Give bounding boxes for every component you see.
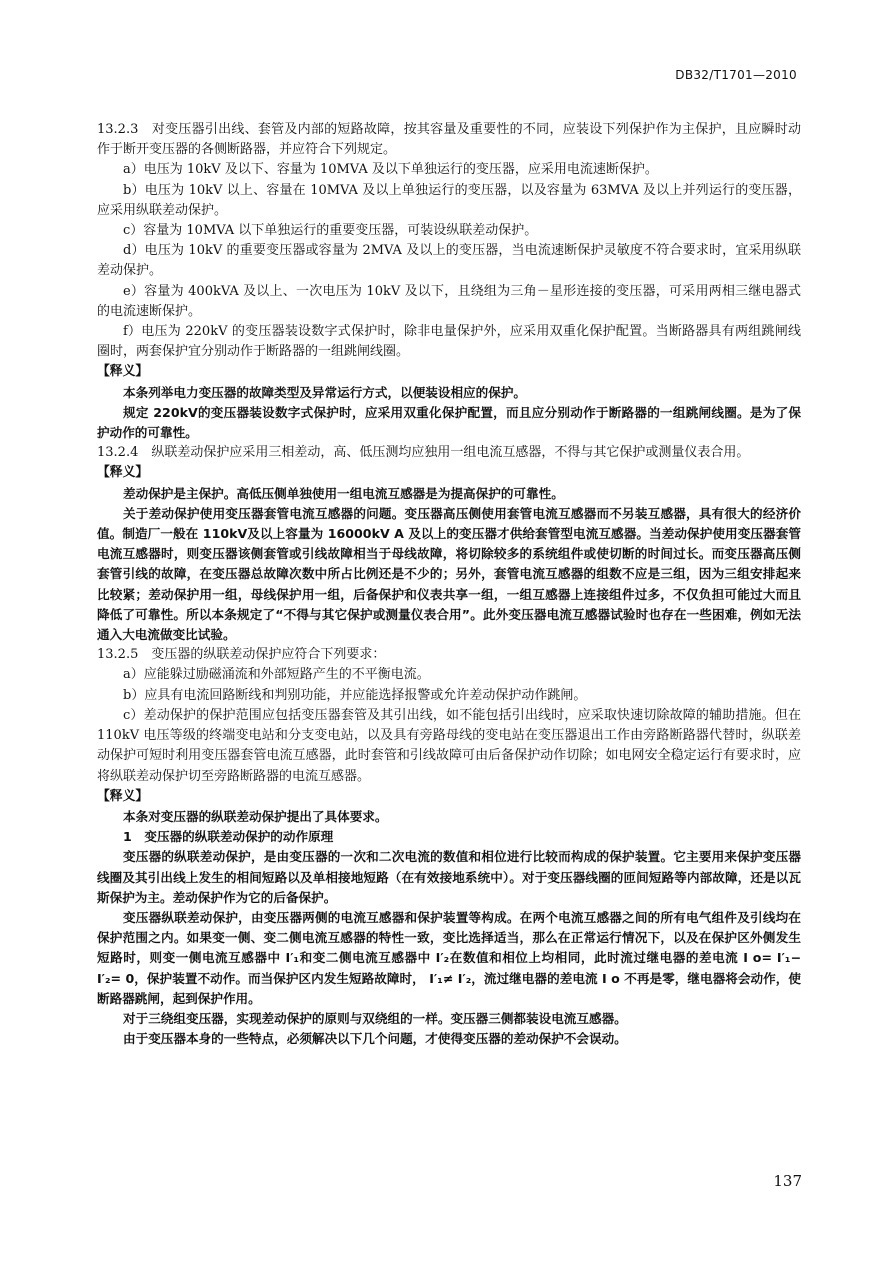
page-body: [97, 120, 801, 1049]
list-item-c: c）容量为 10MVA 以下单独运行的重要变压器，可装设纵联差动保护。: [123, 223, 538, 239]
list-item-c: c）差动保护的保护范围应包括变压器套管及其引出线，如不能包括引出线时，应采取快速切除故障的辅助措施。但在 110kV 电压等级的终端变电站和分支变电站，以及具有旁路母线的变电站在变压器退出工作由旁路断路器代替时，纵联差动保护可短时利用变压器套管电流互感器，此时套管和引线故障可由后备保护动作切除；如电网安全稳定运行有要求时，应将纵联差动保护切至旁路断路器的电流互感器。: [97, 707, 801, 784]
list-item-a: a）电压为 10kV 及以下、容量为 10MVA 及以下单独运行的变压器，应采用电流速断保护。: [123, 162, 658, 178]
document-code: DB32/T1701—2010: [675, 68, 797, 82]
interpretation-paragraph: 规定 220kV的变压器装设数字式保护时，应采用双重化保护配置，而且应分别动作于断路器的一组跳闸线圈。是为了保护动作的可靠性。: [97, 404, 801, 441]
interpretation-heading: 【释义】: [97, 465, 149, 481]
section-heading: 1 变压器的纵联差动保护的动作原理: [123, 829, 334, 845]
clause-13-2-5: 13.2.5 变压器的纵联差动保护应符合下列要求：: [97, 647, 386, 663]
clause-13-2-4: 13.2.4 纵联差动保护应采用三相差动，高、低压测均应独用一组电流互感器，不得与其它保护或测量仪表合用。: [97, 445, 750, 461]
interpretation-paragraph: 关于差动保护使用变压器套管电流互感器的问题。变压器高压侧使用套管电流互感器而不另装互感器，具有很大的经济价值。制造厂一般在 110kV及以上容量为 16000kV A 及以上的变压器才供给套管型电流互感器。当差动保护使用变压器套管电流互感器时，则变压器该侧套管或引线故障相当于母线故障，将切除较多的系统组件或使切断的时间过长。而变压器高压侧套管引线的故障，在变压器总故障次数中所占比例还是不少的；另外，套管电流互感器的组数不应是三组，因为三组安排起来比较紧；差动保护用一组，母线保护用一组，后备保护和仪表共享一组，一组互感器上连接组件过多，不仅负担可能过大而且降低了可靠性。所以本条规定了“不得与其它保护或测量仪表合用”。此外变压器电流互感器试验时也存在一些困难，例如无法通入大电流做变比试验。: [97, 505, 801, 643]
interpretation-paragraph: 变压器纵联差动保护，由变压器两侧的电流互感器和保护装置等构成。在两个电流互感器之间的所有电气组件及引线均在保护范围之内。如果变一侧、变二侧电流互感器的特性一致，变比选择适当，那么在正常运行情况下，以及在保护区外侧发生短路时，则变一侧电流互感器中 I′₁和变二侧电流互感器中 I′₂在数值和相位上均相同，此时流过继电器的差电流 I o= I′₁− I′₂= 0，保护装置不动作。而当保护区内发生短路故障时， I′₁≠ I′₂，流过继电器的差电流 I o 不再是零，继电器将会动作，使断路器跳闸，起到保护作用。: [97, 909, 801, 1006]
list-item-b: b）应具有电流回路断线和判别功能，并应能选择报警或允许差动保护动作跳闸。: [123, 687, 587, 703]
page-number: 137: [773, 1172, 802, 1190]
interpretation-heading: 【释义】: [97, 788, 149, 804]
interpretation-paragraph: 对于三绕组变压器，实现差动保护的原则与双绕组的一样。变压器三侧都装设电流互感器。: [123, 1010, 627, 1026]
interpretation-paragraph: 差动保护是主保护。高低压侧单独使用一组电流互感器是为提高保护的可靠性。: [123, 485, 564, 501]
list-item-f: f）电压为 220kV 的变压器装设数字式保护时，除非电量保护外，应采用双重化保护配置。当断路器具有两组跳闸线圈时，两套保护宜分别动作于断路器的一组跳闸线圈。: [97, 324, 801, 360]
list-item-a: a）应能躲过励磁涌流和外部短路产生的不平衡电流。: [123, 667, 430, 683]
list-item-b: b）电压为 10kV 以上、容量在 10MVA 及以上单独运行的变压器，以及容量为 63MVA 及以上并列运行的变压器，应采用纵联差动保护。: [97, 182, 801, 218]
interpretation-paragraph: 变压器的纵联差动保护，是由变压器的一次和二次电流的数值和相位进行比较而构成的保护装置。它主要用来保护变压器线圈及其引出线上发生的相间短路以及单相接地短路（在有效接地系统中）。对于变压器线圈的匝间短路等内部故障，还是以瓦斯保护为主。差动保护作为它的后备保护。: [97, 849, 801, 905]
interpretation-paragraph: 本条列举电力变压器的故障类型及异常运行方式，以便装设相应的保护。: [123, 384, 526, 400]
interpretation-heading: 【释义】: [97, 364, 149, 380]
clause-13-2-3: 13.2.3 对变压器引出线、套管及内部的短路故障，按其容量及重要性的不同，应装设下列保护作为主保护，且应瞬时动作于断开变压器的各侧断路器，并应符合下列规定。: [97, 122, 801, 158]
interpretation-paragraph: 由于变压器本身的一些特点，必须解决以下几个问题，才使得变压器的差动保护不会误动。: [123, 1031, 627, 1047]
list-item-d: d）电压为 10kV 的重要变压器或容量为 2MVA 及以上的变压器，当电流速断保护灵敏度不符合要求时，宜采用纵联差动保护。: [97, 243, 801, 279]
list-item-e: e）容量为 400kVA 及以上、一次电压为 10kV 及以下，且绕组为三角－星形连接的变压器，可采用两相三继电器式的电流速断保护。: [97, 283, 801, 319]
interpretation-paragraph: 本条对变压器的纵联差动保护提出了具体要求。: [123, 808, 388, 824]
